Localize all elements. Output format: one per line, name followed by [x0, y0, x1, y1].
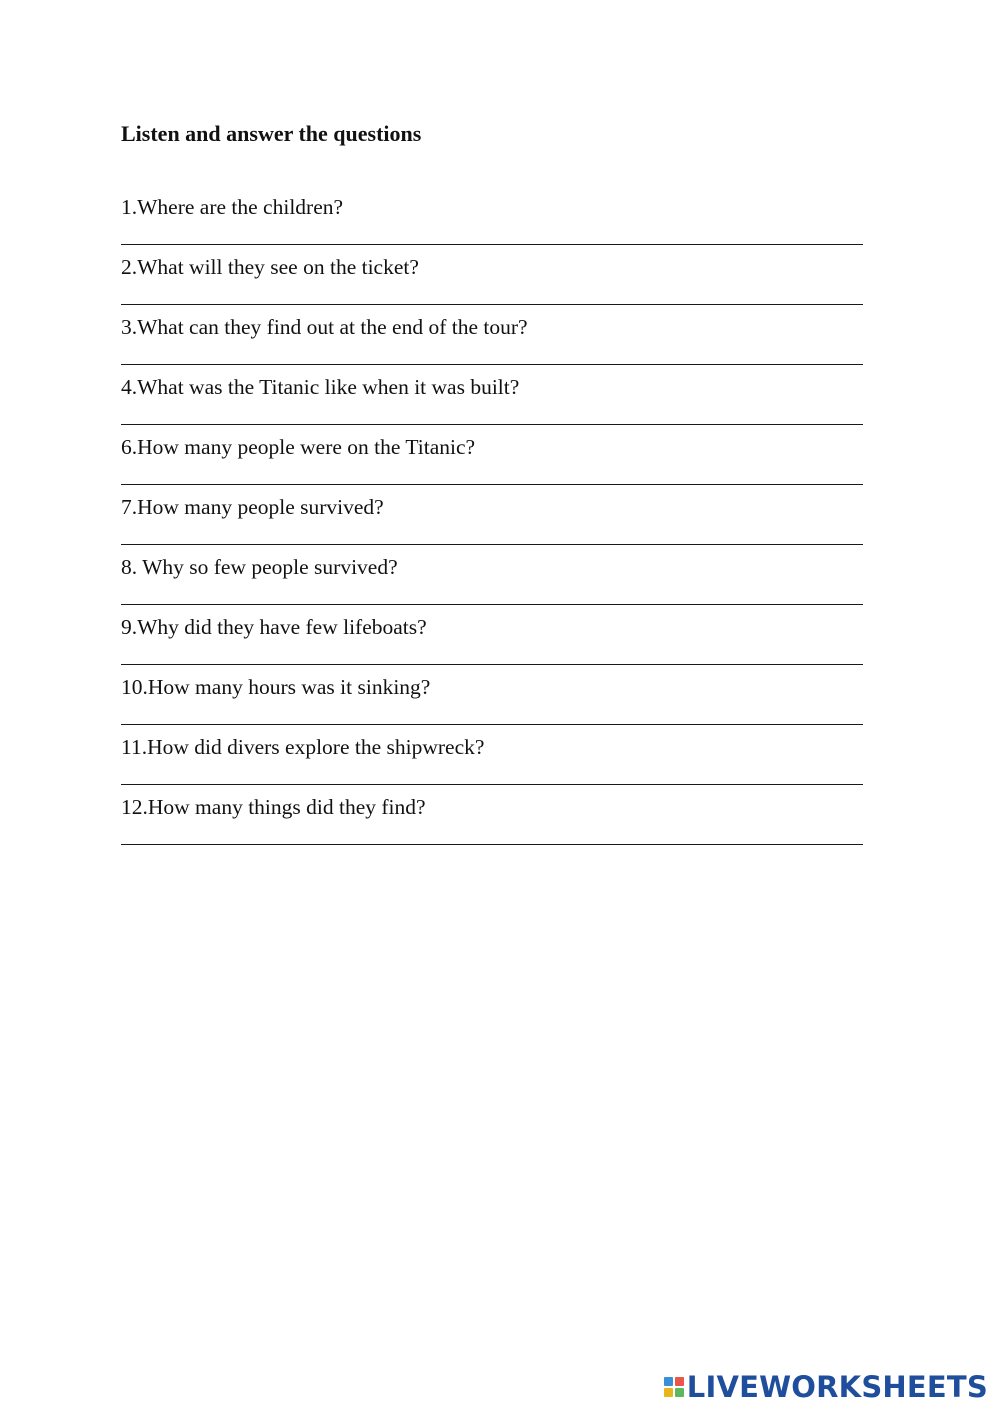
answer-line[interactable]: [121, 604, 863, 605]
question-text: 4.What was the Titanic like when it was built?: [121, 375, 520, 399]
answer-line[interactable]: [121, 664, 863, 665]
question-item: [121, 614, 863, 674]
logo-square-green: [675, 1388, 684, 1397]
question-item: [121, 374, 863, 434]
question-text: 3.What can they find out at the end of the tour?: [121, 315, 528, 339]
question-item: [121, 494, 863, 554]
question-text: 12.How many things did they find?: [121, 795, 426, 819]
question-item: [121, 254, 863, 314]
question-text: 7.How many people survived?: [121, 495, 384, 519]
answer-line[interactable]: [121, 844, 863, 845]
answer-line[interactable]: [121, 304, 863, 305]
question-text: 9.Why did they have few lifeboats?: [121, 615, 427, 639]
logo-square-blue: [664, 1377, 673, 1386]
question-text: 6.How many people were on the Titanic?: [121, 435, 476, 459]
answer-line[interactable]: [121, 244, 863, 245]
question-item: [121, 194, 863, 254]
answer-line[interactable]: [121, 484, 863, 485]
brand-wordmark: LIVEWORKSHEETS: [686, 1370, 988, 1404]
liveworksheets-logo-icon: [664, 1377, 684, 1397]
question-item: [121, 734, 863, 794]
logo-square-yellow: [664, 1388, 673, 1397]
question-text: 2.What will they see on the ticket?: [121, 255, 419, 279]
question-item: [121, 794, 863, 854]
question-text: 8. Why so few people survived?: [121, 555, 398, 579]
answer-line[interactable]: [121, 784, 863, 785]
liveworksheets-brand: [664, 1370, 988, 1404]
worksheet-title: Listen and answer the questions: [121, 121, 422, 146]
answer-line[interactable]: [121, 424, 863, 425]
answer-line[interactable]: [121, 724, 863, 725]
answer-line[interactable]: [121, 544, 863, 545]
question-item: [121, 314, 863, 374]
question-item: [121, 434, 863, 494]
logo-square-red: [675, 1377, 684, 1386]
question-text: 11.How did divers explore the shipwreck?: [121, 735, 485, 759]
question-item: [121, 554, 863, 614]
question-text: 1.Where are the children?: [121, 195, 344, 219]
question-text: 10.How many hours was it sinking?: [121, 675, 431, 699]
answer-line[interactable]: [121, 364, 863, 365]
question-item: [121, 674, 863, 734]
